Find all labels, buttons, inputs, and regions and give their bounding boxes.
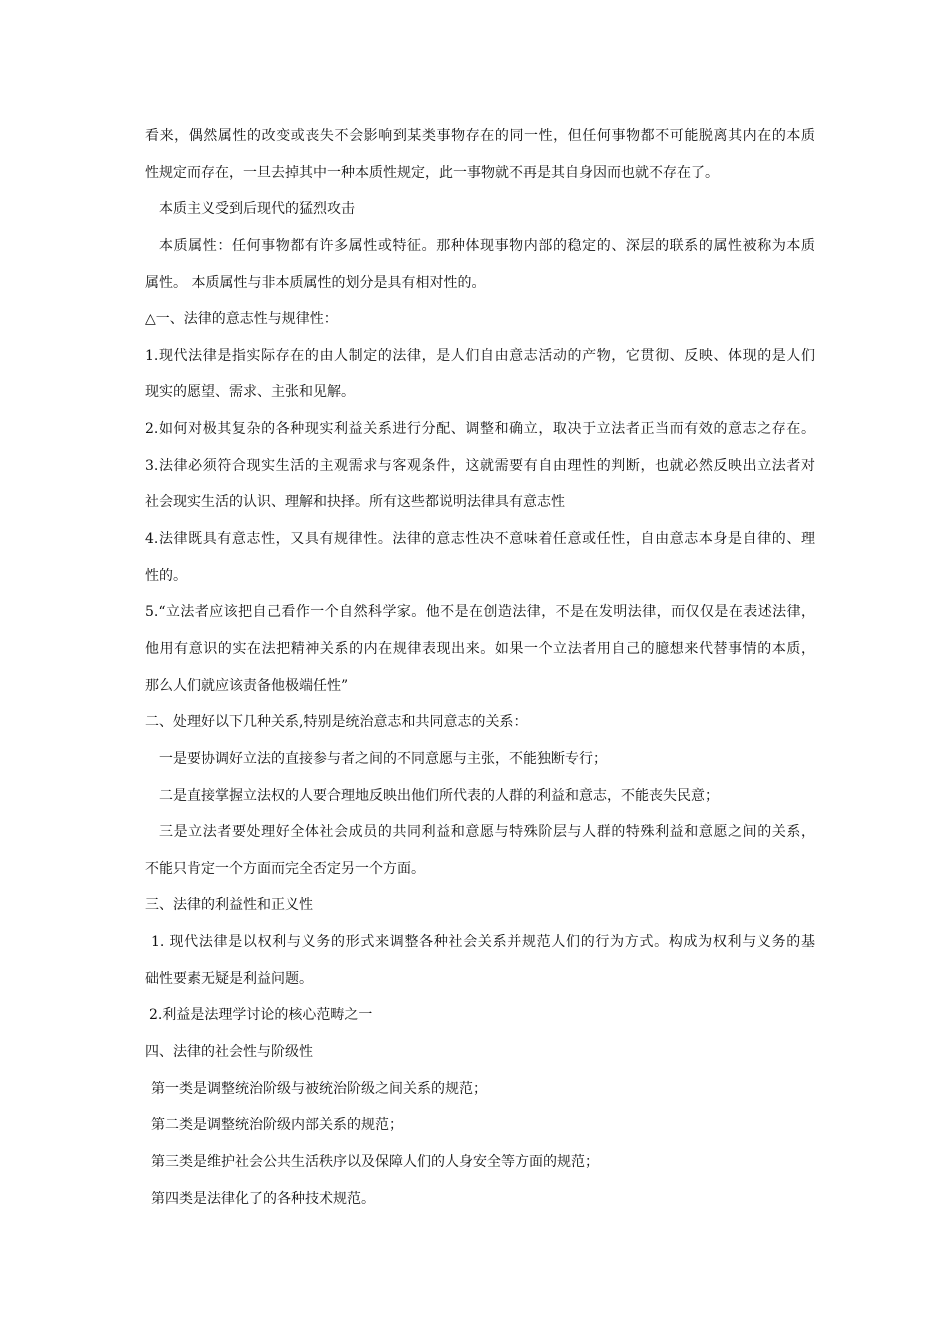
section-heading: 三、法律的利益性和正义性	[145, 897, 313, 914]
list-item: 二是直接掌握立法权的人要合理地反映出他们所代表的人群的利益和意志，不能丧失民意；	[159, 787, 719, 804]
section-heading: 二、处理好以下几种关系,特别是统治意志和共同意志的关系：	[145, 714, 528, 731]
paragraph-line: 现实的愿望、需求、主张和见解。	[145, 384, 355, 401]
list-item: 2.利益是法理学讨论的核心范畴之一	[149, 1007, 373, 1024]
paragraph-line: 本质属性：任何事物都有许多属性或特征。那种体现事物内部的稳定的、深层的联系的属性被称为本质	[159, 237, 815, 254]
list-item: 2.如何对极其复杂的各种现实利益关系进行分配、调整和确立，取决于立法者正当而有效的意志之存在。	[145, 421, 815, 438]
section-heading: △一、法律的意志性与规律性：	[145, 311, 338, 328]
paragraph-line: 不能只肯定一个方面而完全否定另一个方面。	[145, 860, 425, 877]
paragraph-line: 性规定而存在，一旦去掉其中一种本质性规定，此一事物就不再是其自身因而也就不存在了。	[145, 164, 719, 181]
paragraph-line: 他用有意识的实在法把精神关系的内在规律表现出来。如果一个立法者用自己的臆想来代替事情的本质，	[145, 640, 815, 657]
list-item: 4.法律既具有意志性，又具有规律性。法律的意志性决不意味着任意或任性，自由意志本身是自律的、理	[145, 531, 815, 548]
document-body	[145, 122, 815, 1221]
list-item: 三是立法者要处理好全体社会成员的共同利益和意愿与特殊阶层与人群的特殊利益和意愿之间的关系，	[159, 824, 815, 841]
list-item: 第一类是调整统治阶级与被统治阶级之间关系的规范；	[151, 1080, 487, 1097]
section-heading: 四、法律的社会性与阶级性	[145, 1044, 313, 1061]
paragraph-line: 本质主义受到后现代的猛烈攻击	[159, 201, 355, 218]
list-item: 第二类是调整统治阶级内部关系的规范；	[151, 1117, 403, 1134]
list-item: 5.“立法者应该把自己看作一个自然科学家。他不是在创造法律，不是在发明法律，而仅仅是在表述法律，	[145, 604, 815, 621]
paragraph-line: 性的。	[145, 567, 187, 584]
list-item: 3.法律必须符合现实生活的主观需求与客观条件，这就需要有自由理性的判断，也就必然反映出立法者对	[145, 457, 815, 474]
list-item: 1. 现代法律是以权利与义务的形式来调整各种社会关系并规范人们的行为方式。构成为权利与义务的基	[151, 934, 815, 951]
paragraph-line: 社会现实生活的认识、理解和抉择。所有这些都说明法律具有意志性	[145, 494, 565, 511]
paragraph-line: 那么人们就应该责备他极端任性”	[145, 677, 349, 694]
paragraph-line: 属性。 本质属性与非本质属性的划分是具有相对性的。	[145, 274, 486, 291]
paragraph-line: 础性要素无疑是利益问题。	[145, 970, 313, 987]
list-item: 第四类是法律化了的各种技术规范。	[151, 1190, 375, 1207]
list-item: 一是要协调好立法的直接参与者之间的不同意愿与主张，不能独断专行；	[159, 750, 607, 767]
paragraph-line: 看来，偶然属性的改变或丧失不会影响到某类事物存在的同一性，但任何事物都不可能脱离其内在的本质	[145, 128, 815, 144]
list-item: 第三类是维护社会公共生活秩序以及保障人们的人身安全等方面的规范；	[151, 1153, 599, 1170]
list-item: 1.现代法律是指实际存在的由人制定的法律，是人们自由意志活动的产物，它贯彻、反映、体现的是人们	[145, 347, 815, 364]
